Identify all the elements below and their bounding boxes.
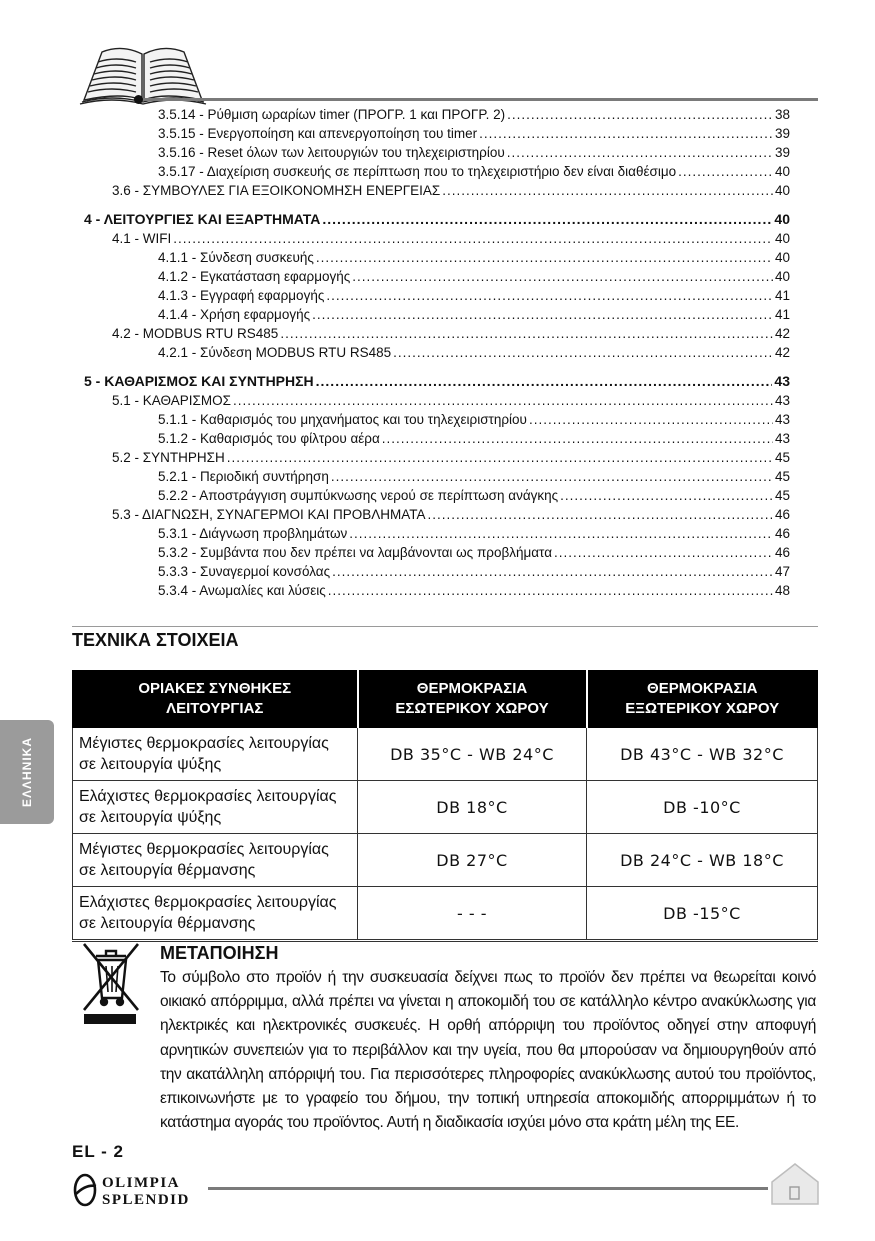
toc-entry-label: 5.3.4 - Ανωμαλίες και λύσεις (158, 583, 326, 598)
toc-entry-label: 3.6 - ΣΥΜΒΟΥΛΕΣ ΓΙΑ ΕΞΟΙΚΟΝΟΜΗΣΗ ΕΝΕΡΓΕΙΑΣ (112, 183, 441, 198)
table-row (73, 887, 818, 941)
header-limits (73, 671, 358, 728)
spec-table-header (73, 671, 818, 728)
row-label (73, 887, 358, 941)
crossed-bin-icon (80, 940, 142, 1020)
row-label-line: σε λειτουργία ψύξης (79, 756, 222, 773)
toc-entry-page: 40 (774, 269, 790, 284)
brand-line-2: SPLENDID (102, 1192, 190, 1208)
toc-leader (349, 525, 773, 542)
header-line: ΘΕΡΜΟΚΡΑΣΙΑ (647, 680, 758, 697)
outdoor-value: DB 43°C - WB 32°C (587, 728, 818, 781)
toc-entry[interactable] (158, 563, 790, 580)
header-line: ΕΞΩΤΕΡΙΚΟΥ ΧΩΡΟΥ (625, 700, 780, 717)
toc-entry-label: 4.1.4 - Χρήση εφαρμογής (158, 307, 311, 322)
header-line: ΘΕΡΜΟΚΡΑΣΙΑ (416, 680, 528, 697)
toc-entry[interactable] (158, 544, 790, 561)
toc-leader (312, 306, 773, 323)
toc-leader (479, 125, 773, 142)
header-indoor (358, 671, 587, 728)
toc-entry[interactable] (158, 525, 790, 542)
toc-entry-page: 42 (774, 345, 790, 360)
toc-leader (352, 268, 773, 285)
row-label-line: Μέγιστες θερμοκρασίες λειτουργίας (79, 735, 329, 752)
toc-entry[interactable] (158, 468, 790, 485)
table-row (73, 728, 818, 781)
toc-entry[interactable] (158, 306, 790, 323)
toc-entry-page: 43 (774, 393, 790, 408)
toc-entry-label: 5.2.2 - Αποστράγγιση συμπύκνωσης νερού σε περίπτωση ανάγκης (158, 488, 559, 503)
toc-entry-label: 5.1.2 - Καθαρισμός του φίλτρου αέρα (158, 431, 380, 446)
toc-entry[interactable] (158, 249, 790, 266)
toc-entry-page: 41 (774, 288, 790, 303)
toc-entry-page: 45 (774, 469, 790, 484)
toc-entry[interactable] (158, 430, 790, 447)
row-label-line: σε λειτουργία ψύξης (79, 809, 222, 826)
toc-leader (529, 411, 773, 428)
toc-entry-label: 4 - ΛΕΙΤΟΥΡΓΙΕΣ ΚΑΙ ΕΞΑΡΤΗΜΑΤΑ (84, 211, 321, 227)
indoor-value: DB 35°C - WB 24°C (358, 728, 587, 781)
toc-entry[interactable] (158, 106, 790, 123)
toc-entry-label: 4.2.1 - Σύνδεση MODBUS RTU RS485 (158, 345, 392, 360)
toc-leader (554, 544, 773, 561)
toc-entry[interactable] (112, 392, 790, 409)
toc-leader (280, 325, 773, 342)
toc-entry-page: 45 (774, 488, 790, 503)
toc-entry-label: 4.1.1 - Σύνδεση συσκευής (158, 250, 314, 265)
toc-leader (507, 106, 773, 123)
toc-leader (382, 430, 773, 447)
indoor-value: - - - (358, 887, 587, 941)
toc-entry-page: 47 (774, 564, 790, 579)
toc-entry-label: 4.1.2 - Εγκατάσταση εφαρμογής (158, 269, 351, 284)
language-tab-label: ΕΛΛΗΝΙΚΑ (20, 736, 34, 808)
section-rule (72, 626, 818, 627)
page-number: EL - 2 (72, 1142, 124, 1161)
toc-entry-label: 5 - ΚΑΘΑΡΙΣΜΟΣ ΚΑΙ ΣΥΝΤΗΡΗΣΗ (84, 373, 314, 389)
toc-leader (173, 230, 773, 247)
toc-entry-page: 40 (774, 231, 790, 246)
book-icon (78, 40, 208, 106)
toc-entry-label: 5.3.2 - Συμβάντα που δεν πρέπει να λαμβάνονται ως προβλήματα (158, 545, 552, 560)
toc-leader (428, 506, 773, 523)
toc-entry-label: 5.3 - ΔΙΑΓΝΩΣΗ, ΣΥΝΑΓΕΡΜΟΙ ΚΑΙ ΠΡΟΒΛΗΜΑΤΑ (112, 507, 426, 522)
row-label-line: Μέγιστες θερμοκρασίες λειτουργίας (79, 841, 329, 858)
toc-entry[interactable] (158, 411, 790, 428)
toc-entry-label: 4.1.3 - Εγγραφή εφαρμογής (158, 288, 325, 303)
toc-entry-label: 4.2 - MODBUS RTU RS485 (112, 326, 279, 341)
toc-entry-page: 41 (774, 307, 790, 322)
toc-leader (322, 211, 772, 228)
toc-entry[interactable] (158, 344, 790, 361)
toc-entry-page: 45 (774, 450, 790, 465)
toc-entry-label: 3.5.14 - Ρύθμιση ωραρίων timer (ΠΡΟΓΡ. 1 και ΠΡΟΓΡ. 2) (158, 107, 506, 122)
row-label-line: σε λειτουργία θέρμανσης (79, 862, 256, 879)
toc-leader (316, 249, 773, 266)
toc-entry[interactable] (158, 287, 790, 304)
toc-entry-page: 39 (774, 145, 790, 160)
indoor-value: DB 27°C (358, 834, 587, 887)
toc-entry-label: 3.5.16 - Reset όλων των λειτουργιών του τηλεχειριστηρίου (158, 145, 505, 160)
brand-line-1: OLIMPIA (102, 1175, 180, 1191)
spec-table (72, 670, 818, 942)
weee-bar (84, 1014, 136, 1024)
toc-entry-page: 46 (774, 507, 790, 522)
toc-leader (316, 373, 773, 390)
toc-entry-page: 48 (774, 583, 790, 598)
language-tab[interactable] (0, 720, 54, 824)
toc-leader (227, 449, 773, 466)
header-line: ΛΕΙΤΟΥΡΓΙΑΣ (166, 700, 264, 717)
toc-leader (442, 182, 773, 199)
toc-entry[interactable] (158, 268, 790, 285)
toc-entry[interactable] (112, 230, 790, 247)
header-dot (134, 95, 143, 104)
toc-leader (678, 163, 773, 180)
header-rule (138, 98, 818, 101)
row-label (73, 834, 358, 887)
home-icon[interactable] (770, 1160, 820, 1206)
toc-entry-page: 46 (774, 526, 790, 541)
toc-entry[interactable] (112, 182, 790, 199)
footer-rule (208, 1187, 768, 1190)
toc-entry[interactable] (84, 211, 790, 228)
toc-entry-page: 39 (774, 126, 790, 141)
toc-entry[interactable] (112, 449, 790, 466)
toc-entry[interactable] (112, 325, 790, 342)
toc-entry[interactable] (158, 163, 790, 180)
disposal-text: Το σύμβολο στο προϊόν ή την συσκευασία δείχνει πως το προϊόν δεν πρέπει να θεωρείται κοινό οικιακό απόρριμμα, αλλά πρέπει να γίνεται η αποκομιδή του σε κατάλληλο κέντρο ανακύκλωσης για ηλεκτρικές και ηλεκτρονικές συσκευές. Η ορθή απόρριψη του προϊόντος οδηγεί στην αποφυγή αρνητικών συνεπειών για το περιβάλλον και την υγεία, που θα μπορούσαν να δημιουργηθούν από την ακατάλληλη απόρριψή του. Για περισσότερες πληροφορίες ανακύκλωσης αυτού του προϊόντος, επικοινωνήστε με το γραφείο του δήμου, την τοπική υπηρεσία αποκομιδής απορριμμάτων ή το κατάστημα αγοράς του προϊόντος. Αυτή η διαδικασία ισχύει μόνο στα κράτη μέλη της ΕΕ. (160, 969, 816, 1132)
toc-entry[interactable] (112, 506, 790, 523)
toc-leader (560, 487, 773, 504)
row-label (73, 781, 358, 834)
table-row (73, 781, 818, 834)
toc-entry-page: 43 (774, 373, 790, 389)
header-line: ΕΣΩΤΕΡΙΚΟΥ ΧΩΡΟΥ (395, 700, 549, 717)
toc-entry-page: 46 (774, 545, 790, 560)
disposal-title: ΜΕΤΑΠΟΙΗΣΗ (160, 943, 279, 963)
toc-entry-label: 5.3.1 - Διάγνωση προβλημάτων (158, 526, 348, 541)
section-title: ΤΕΧΝΙΚΑ ΣΤΟΙΧΕΙΑ (72, 630, 239, 650)
toc-leader (393, 344, 773, 361)
toc-entry-page: 40 (774, 183, 790, 198)
toc-entry-page: 43 (774, 412, 790, 427)
header-line: ΟΡΙΑΚΕΣ ΣΥΝΘΗΚΕΣ (138, 680, 292, 697)
toc-leader (507, 144, 773, 161)
toc-entry[interactable] (158, 487, 790, 504)
toc-leader (328, 582, 773, 599)
toc-entry[interactable] (158, 144, 790, 161)
toc-entry-label: 4.1 - WIFI (112, 231, 172, 246)
toc-entry[interactable] (84, 373, 790, 390)
toc-entry-page: 42 (774, 326, 790, 341)
toc-leader (331, 468, 773, 485)
toc-entry[interactable] (158, 125, 790, 142)
toc-entry-page: 40 (774, 164, 790, 179)
toc-entry-page: 40 (774, 211, 790, 227)
toc-entry-label: 5.2 - ΣΥΝΤΗΡΗΣΗ (112, 450, 225, 465)
indoor-value: DB 18°C (358, 781, 587, 834)
toc-entry-label: 5.2.1 - Περιοδική συντήρηση (158, 469, 329, 484)
row-label (73, 728, 358, 781)
row-label-line: Ελάχιστες θερμοκρασίες λειτουργίας (79, 894, 337, 911)
toc-entry-label: 5.3.3 - Συναγερμοί κονσόλας (158, 564, 331, 579)
toc-entry[interactable] (158, 582, 790, 599)
toc-entry-page: 43 (774, 431, 790, 446)
header-outdoor (587, 671, 818, 728)
toc-entry-label: 3.5.17 - Διαχείριση συσκευής σε περίπτωση που το τηλεχειριστήριο δεν είναι διαθέσιμο (158, 164, 677, 179)
toc-leader (233, 392, 773, 409)
toc-entry-label: 5.1.1 - Καθαρισμός του μηχανήματος και του τηλεχειριστηρίου (158, 412, 527, 427)
brand-logo (72, 1170, 208, 1210)
row-label-line: σε λειτουργία θέρμανσης (79, 915, 256, 932)
toc-leader (326, 287, 773, 304)
outdoor-value: DB -10°C (587, 781, 818, 834)
toc-entry-page: 38 (774, 107, 790, 122)
outdoor-value: DB -15°C (587, 887, 818, 941)
toc-entry-label: 5.1 - ΚΑΘΑΡΙΣΜΟΣ (112, 393, 231, 408)
toc-leader (332, 563, 773, 580)
toc-entry-page: 40 (774, 250, 790, 265)
table-row (73, 834, 818, 887)
outdoor-value: DB 24°C - WB 18°C (587, 834, 818, 887)
row-label-line: Ελάχιστες θερμοκρασίες λειτουργίας (79, 788, 337, 805)
toc-entry-label: 3.5.15 - Ενεργοποίηση και απενεργοποίηση του timer (158, 126, 478, 141)
